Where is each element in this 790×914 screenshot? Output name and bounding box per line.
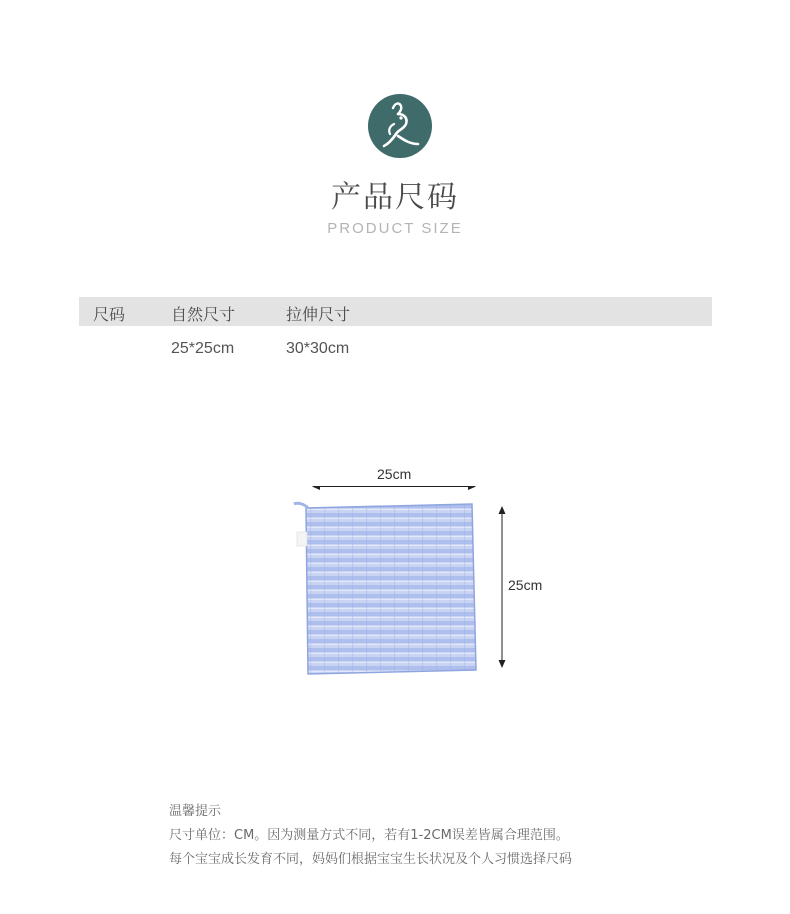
notes-title: 温馨提示 — [169, 804, 222, 819]
rabbit-icon — [368, 94, 432, 158]
width-dimension-arrow — [312, 486, 476, 490]
notes-line-1: 尺寸单位：CM。因为测量方式不同，若有1-2CM误差皆属合理范围。 — [169, 828, 569, 843]
table-cell-natural-size: 25*25cm — [171, 340, 235, 357]
column-header-size: 尺码 — [93, 305, 126, 324]
column-header-natural-size: 自然尺寸 — [171, 305, 236, 324]
brand-logo — [368, 94, 432, 158]
height-label: 25cm — [508, 577, 543, 593]
page-title: 产品尺码 — [331, 180, 459, 215]
towel — [294, 503, 476, 674]
table-cell-stretched-size: 30*30cm — [286, 340, 350, 357]
height-dimension-arrow — [499, 506, 506, 668]
width-label: 25cm — [377, 466, 412, 482]
notes-line-2: 每个宝宝成长发育不同，妈妈们根据宝宝生长状况及个人习惯选择尺码 — [169, 852, 573, 867]
column-header-stretched-size: 拉伸尺寸 — [286, 305, 351, 324]
page-subtitle: PRODUCT SIZE — [327, 220, 463, 237]
